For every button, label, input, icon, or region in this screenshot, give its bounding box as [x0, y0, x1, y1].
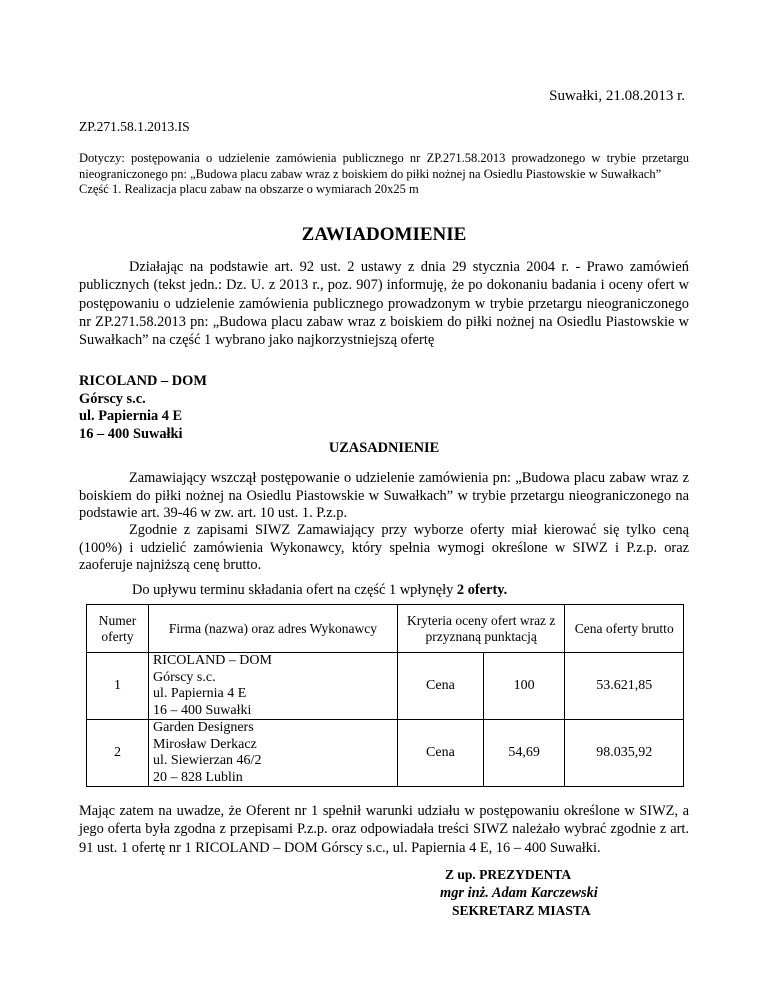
offer-points: 100 [483, 653, 565, 720]
offer-price: 53.621,85 [565, 653, 684, 720]
offer-criterion: Cena [397, 720, 483, 787]
header-number: Numer oferty [87, 605, 149, 653]
offer-firm [148, 653, 397, 720]
firm-line: ul. Papiernia 4 E [152, 686, 247, 701]
offer-number: 2 [87, 720, 149, 787]
document-date: Suwałki, 21.08.2013 r. [549, 88, 685, 104]
header-criteria: Kryteria oceny ofert wraz z przyznaną punktacją [397, 605, 564, 653]
subject-part: Część 1. Realizacja placu zabaw na obszarze o wymiarach 20x25 m [79, 182, 419, 196]
table-row [87, 653, 684, 720]
table-row [87, 720, 684, 787]
firm-line: Garden Designers [152, 720, 254, 735]
reference-number: ZP.271.58.1.2013.IS [79, 119, 190, 134]
signature-block [440, 866, 598, 920]
table-header-row [87, 605, 684, 653]
winner-city: 16 – 400 Suwałki [79, 425, 183, 442]
firm-line: RICOLAND – DOM [152, 653, 272, 668]
offers-table [86, 604, 684, 787]
header-firm: Firma (nazwa) oraz adres Wykonawcy [148, 605, 397, 653]
firm-line: Górscy s.c. [152, 669, 216, 685]
offers-count-value: 2 oferty. [456, 582, 508, 598]
intro-paragraph: Działając na podstawie art. 92 ust. 2 ustawy z dnia 29 stycznia 2004 r. - Prawo zamówień publicznych (tekst jedn.: Dz. U. z 2013 r., poz. 907) informuję, że po dokonaniu badania i oceny ofert w postępowaniu o udzielenie zamówienia publicznego prowadzonym w trybie przetargu nieograniczonego nr ZP.271.58.2013 pn: „Budowa placu zabaw wraz z boiskiem do piłki nożnej na Osiedlu Piastowskie w Suwałkach” na część 1 wybrano jako najkorzystniejszą ofertę [79, 259, 689, 349]
conclusion-paragraph: Mając zatem na uwadze, że Oferent nr 1 spełnił warunki udziału w postępowaniu określone w SIWZ, a jego oferta była zgodna z przepisami P.z.p. oraz odpowiadała treści SIWZ należało wybrać zgodnie z art. 91 ust. 1 ofertę nr 1 RICOLAND – DOM Górscy s.c., ul. Papiernia 4 E, 16 – 400 Suwałki. [79, 803, 689, 856]
subject-description: Dotyczy: postępowania o udzielenie zamówienia publicznego nr ZP.271.58.2013 prowadzonego w trybie przetargu nieograniczonego pn: „Budowa placu zabaw wraz z boiskiem do piłki nożnej na Osiedlu Piastowskie w Suwałkach” [79, 151, 689, 181]
offers-count-line [132, 582, 507, 599]
signature-name: mgr inż. Adam Karczewski [440, 885, 598, 901]
winner-address [79, 373, 207, 443]
offer-firm [148, 720, 397, 787]
winner-name: RICOLAND – DOM [79, 373, 207, 389]
signature-position: SEKRETARZ MIASTA [452, 903, 591, 918]
header-price: Cena oferty brutto [565, 605, 684, 653]
justification-paragraph-1: Zamawiający wszczął postępowanie o udzielenie zamówienia pn: „Budowa placu zabaw wraz z boiskiem do piłki nożnej na Osiedlu Piastowskie w Suwałkach” w trybie przetargu nieograniczonego na podstawie art. 39-46 w zw. art. 10 ust. 1. P.z.p. [79, 470, 689, 522]
winner-street: ul. Papiernia 4 E [79, 408, 183, 424]
offer-criterion: Cena [397, 653, 483, 720]
justification-title: UZASADNIENIE [328, 440, 440, 456]
firm-line: Mirosław Derkacz [152, 736, 257, 752]
firm-line: 16 – 400 Suwałki [152, 702, 252, 718]
firm-line: 20 – 828 Lublin [152, 769, 243, 785]
justification-paragraph-2: Zgodnie z zapisami SIWZ Zamawiający przy wyborze oferty miał kierować się tylko ceną (100%) i udzielić zamówienia Wykonawcy, który spełnia wymogi określone w SIWZ i P.z.p. oraz zaoferuje najniższą cenę brutto. [79, 522, 689, 574]
subject-block [79, 151, 689, 198]
document-title: ZAWIADOMIENIE [301, 224, 467, 245]
offer-price: 98.035,92 [565, 720, 684, 787]
offer-points: 54,69 [483, 720, 565, 787]
offers-count-text: Do upływu terminu składania ofert na część 1 wpłynęły [132, 582, 457, 598]
offer-number: 1 [87, 653, 149, 720]
winner-company: Górscy s.c. [79, 390, 146, 407]
firm-line: ul. Siewierzan 46/2 [152, 753, 262, 768]
signature-authority: Z up. PREZYDENTA [445, 867, 572, 882]
